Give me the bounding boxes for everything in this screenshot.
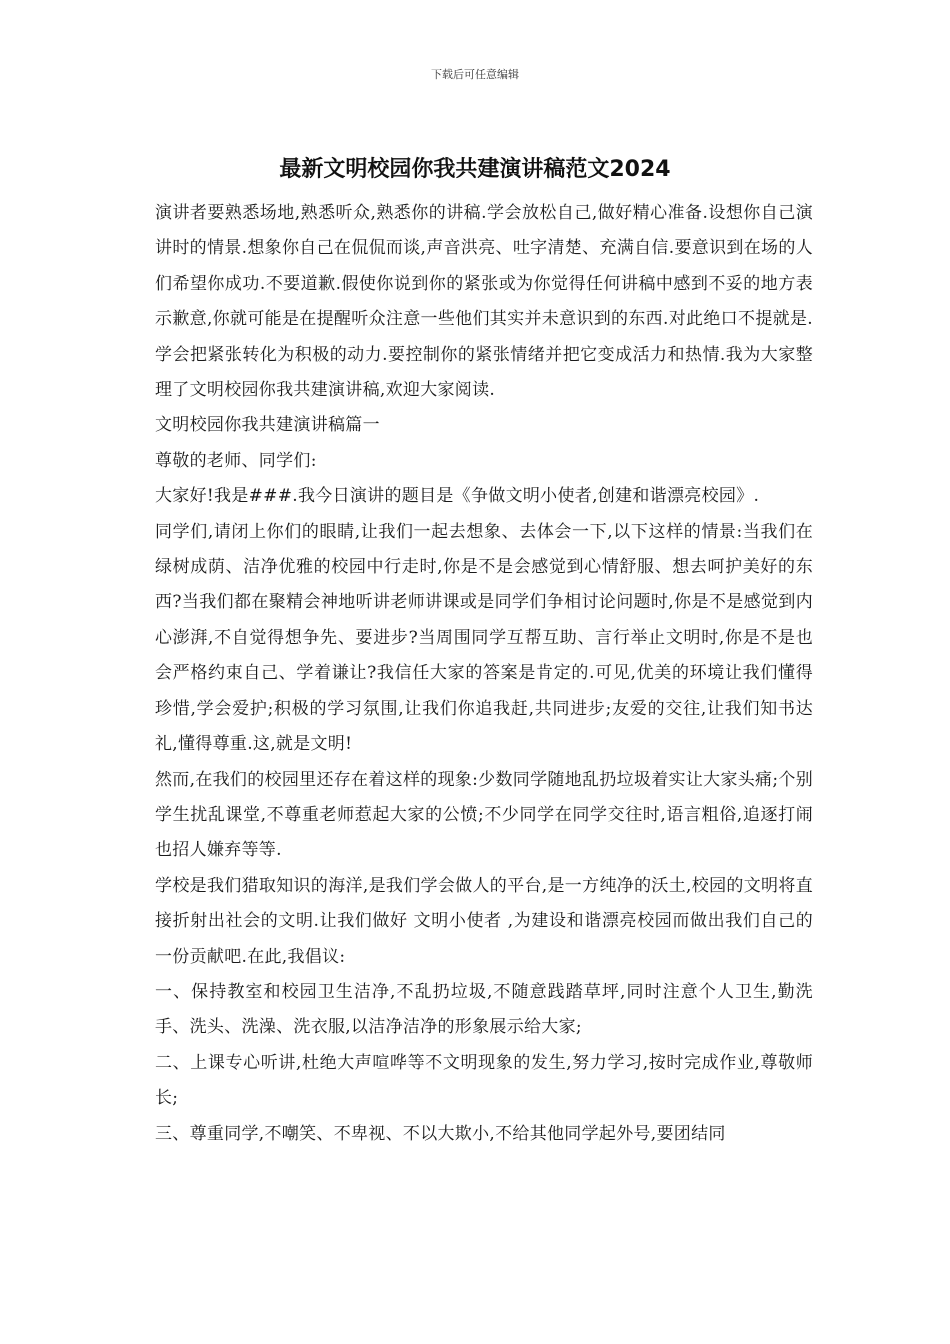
paragraph-proposal-3: 三、尊重同学,不嘲笑、不卑视、不以大欺小,不给其他同学起外号,要团结同 [155, 1123, 726, 1144]
paragraph-salutation: 尊敬的老师、同学们: [155, 450, 317, 471]
paragraph-section-heading: 文明校园你我共建演讲稿篇一 [155, 415, 380, 436]
paragraph-school: 学校是我们猎取知识的海洋,是我们学会做人的平台,是一方纯净的沃土,校园的文明将直接折射出社会的文明.让我们做好 文明小使者 ,为建设和谐漂亮校园而做出我们自己的一份贡献吧.在此,我倡议: [155, 875, 813, 967]
document-title: 最新文明校园你我共建演讲稿范文2024 [279, 157, 671, 182]
paragraph-proposal-1: 一、保持教室和校园卫生洁净,不乱扔垃圾,不随意践踏草坪,同时注意个人卫生,勤洗手、洗头、洗澡、洗衣服,以洁净洁净的形象展示给大家; [155, 981, 813, 1038]
header-note: 下载后可任意编辑 [431, 68, 519, 81]
paragraph-proposal-2: 二、上课专心听讲,杜绝大声喧哗等不文明现象的发生,努力学习,按时完成作业,尊敬师长; [155, 1052, 813, 1109]
document-body [145, 196, 813, 1152]
paragraph-intro: 演讲者要熟悉场地,熟悉听众,熟悉你的讲稿.学会放松自己,做好精心准备.设想你自己演讲时的情景.想象你自己在侃侃而谈,声音洪亮、吐字清楚、充满自信.要意识到在场的人们希望你成功.不要道歉.假使你说到你的紧张或为你觉得任何讲稿中感到不妥的地方表示歉意,你就可能是在提醒听众注意一些他们其实并未意识到的东西.对此绝口不提就是. 学会把紧张转化为积极的动力.要控制你的紧张情绪并把它变成活力和热情.我为大家整理了文明校园你我共建演讲稿,欢迎大家阅读. [155, 203, 813, 401]
paragraph-greeting: 大家好!我是###.我今日演讲的题目是《争做文明小使者,创建和谐漂亮校园》. [155, 486, 760, 507]
paragraph-imagine: 同学们,请闭上你们的眼睛,让我们一起去想象、去体会一下,以下这样的情景:当我们在绿树成荫、洁净优雅的校园中行走时,你是不是会感觉到心情舒服、想去呵护美好的东西?当我们都在聚精会神地听讲老师讲课或是同学们争相讨论问题时,你是不是感觉到内心澎湃,不自觉得想争先、要进步?当周围同学互帮互助、言行举止文明时,你是不是也会严格约束自己、学着谦让?我信任大家的答案是肯定的.可见,优美的环境让我们懂得珍惜,学会爱护;积极的学习氛围,让我们你追我赶,共同进步;友爱的交往,让我们知书达礼,懂得尊重.这,就是文明! [155, 521, 813, 755]
paragraph-problems: 然而,在我们的校园里还存在着这样的现象:少数同学随地乱扔垃圾着实让大家头痛;个别学生扰乱课堂,不尊重老师惹起大家的公愤;不少同学在同学交往时,语言粗俗,追逐打闹也招人嫌弃等等. [155, 769, 813, 861]
